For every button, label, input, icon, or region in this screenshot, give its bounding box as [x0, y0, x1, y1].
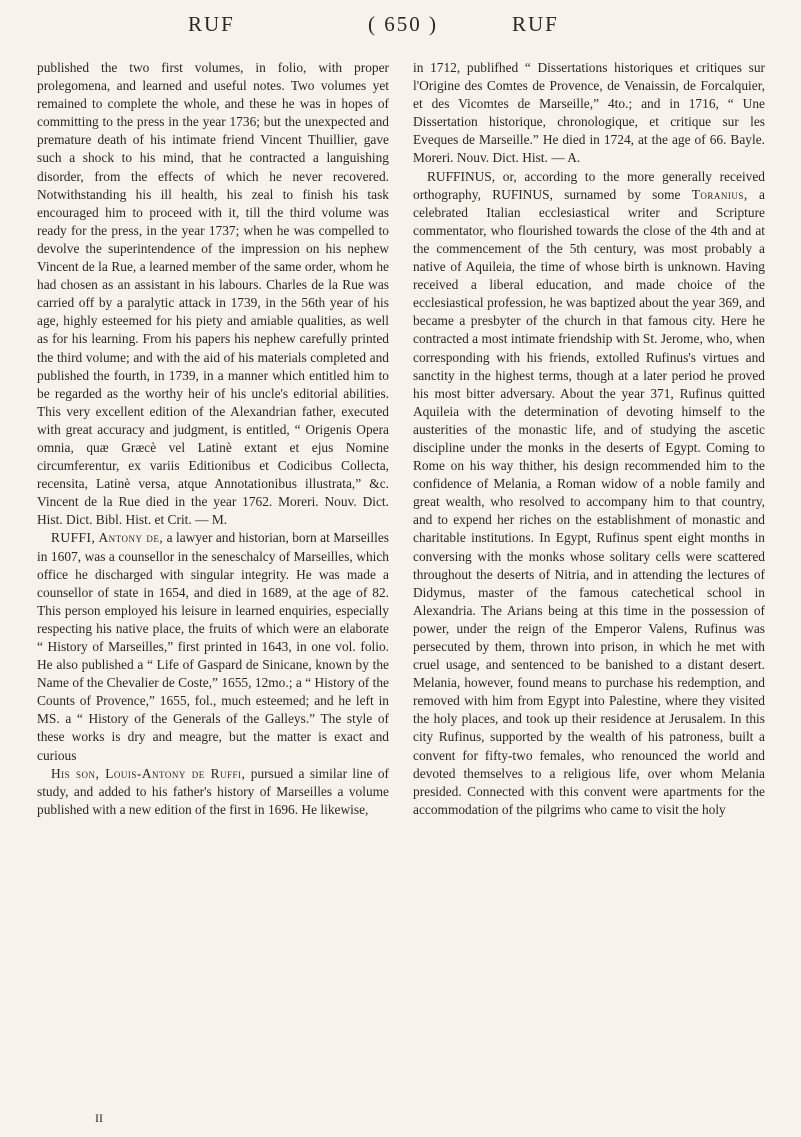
right-column — [413, 59, 765, 819]
header-right-word: RUF — [512, 12, 559, 36]
left-column — [37, 59, 389, 819]
paragraph-de-la-rue-continued: published the two first volumes, in folio, with proper prolegomena, and learned and useful notes. Two volumes yet remained to complete the whole, and these he was in hopes of committing to the press in the year 1736; but the unexpected and premature death of his intimate friend Vincent Thuillier, gave such a shock to his mind, that he contracted a languishing disorder, from the effects of which he never recovered. Notwithstanding his ill health, his zeal to finish his task encouraged him to proceed with it, till the third volume was ready for the press, in the year 1737; when he was compelled to devolve the superintendence of the impression on his nephew Vincent de la Rue, a learned member of the same order, whom he had chosen as an assistant in his labours. Charles de la Rue was carried off by a paralytic attack in 1739, in the 56th year of his age, highly esteemed for his piety and amiable qualities, as well as for his learning. From his papers his nephew carefully printed the third volume; and with the aid of his materials completed and published the fourth, in 1739, in a manner which entitled him to be regarded as the worthy heir of his uncle's editorial abilities. This very excellent edition of the Alexandrian father, executed with great accuracy and judgment, is entitled, “ Origenis Opera omnia, quæ Græcè vel Latinè extant et ejus Nomine circumferentur, ex variis Editionibus et Codicibus Collecta, recensita, Latinè versa, atque Annotationibus illustrata,” &c. Vincent de la Rue died in the year 1762. Moreri. Nouv. Dict. Hist. Dict. Bibl. Hist. et Crit. — M. — [37, 60, 389, 528]
entry-body-ruffi-antony: a lawyer and historian, born at Marseilles in 1607, was a counsellor in the seneschalcy of Marseilles, which office he discharged with singular integrity. He was made a counsellor of state in 1654, and died in 1689, at the age of 82. This person employed his leisure in learned enquiries, especially respecting his native place, the fruits of which were an elaborate “ History of Marseilles,” first printed in 1643, in one vol. folio. He also published a “ Life of Gaspard de Sinicane, known by the Name of the Chevalier de Coste,” 1655, 12mo.; a “ History of the Counts of Provence,” 1655, fol., much esteemed; and he left in MS. a “ History of the Generals of the Galleys.” The style of these works is dry and meagre, but the matter is exact and curious — [37, 530, 389, 763]
entry-body-ruffi-louis: pursued a similar line of study, and added to his father's history of Marseilles a volume published with a new edition of the first in 1696. He likewise, — [37, 765, 389, 817]
entry-name-toranius: Toranius, — [691, 186, 748, 202]
signature-mark: II — [95, 1111, 103, 1125]
header-left-word: RUF — [188, 12, 235, 36]
page-number: ( 650 ) — [368, 12, 438, 36]
entry-name-ruffi-antony: RUFFI, Antony de, — [51, 530, 164, 546]
paragraph-ruffinus — [413, 168, 765, 819]
entry-name-ruffi-louis: His son, Louis-Antony de Ruffi, — [51, 765, 246, 781]
running-header — [60, 12, 750, 40]
paragraph-ruffi-antony — [37, 529, 389, 764]
entry-name-ruffinus: RUFFINUS, — [427, 168, 496, 184]
paragraph-ruffi-louis-antony — [37, 765, 389, 819]
entry-body-ruffinus-b: a celebrated Italian ecclesiastical writer and Scripture commentator, who flourished towards the close of the 4th and at the commencement of the 5th century, was most probably a native of Aquileia, the time of whose birth is unknown. Having received a liberal education, and made choice of the ecclesiastical profession, he was baptized about the year 369, and became a presbyter of the church in that famous city. Here he contracted a most intimate friendship with St. Jerome, who, when corresponding with his friends, extolled Rufinus's virtues and sanctity in the highest terms, though at a later period he proved his most bitter adversary. About the year 371, Rufinus quitted Aquileia with the determination of devoting himself to the austerities of the monastic life, and of studying the ascetic discipline under the monks in the deserts of Egypt. Coming to Rome on his way thither, his design recommended him to the confidence of Melania, a Roman widow of a noble family and great wealth, who resolved to accompany him to that country, and to expend her riches on the establishment of monastic and charitable institutions. In Egypt, Rufinus spent eight months in conversing with the monks whose solitary cells were scattered throughout the deserts of Nitria, and in attending the lectures of Didymus, master of the famous catechetical school in Alexandria. The Arians being at this time in the possession of power, under the reign of the Emperor Valens, Rufinus was persecuted by them, thrown into prison, in which he met with cruel usage, and sentenced to be banished to a distant desert. Melania, however, found means to purchase his redemption, and removed with him from Egypt into Palestine, where they visited the holy places, and took up their residence at Jerusalem. In this city Rufinus, supported by the wealth of his patroness, built a convent for fifty-two females, who renounced the world and devoted themselves to a religious life, over whom Melania presided. Connected with this convent were apartments for the accommodation of the pilgrims who came to visit the holy — [413, 186, 765, 817]
paragraph-ruffi-continued: in 1712, publifhed “ Dissertations historiques et critiques sur l'Origine des Comtes de Provence, de Venaissin, de Forcalquier, et des Vicomtes de Marseille,” 4to.; and in 1716, “ Une Dissertation historique, chronologique, et critique sur les Eveques de Marseille.” He died in 1724, at the age of 66. Bayle. Moreri. Nouv. Dict. Hist. — A. — [413, 60, 765, 166]
entry-body-ruffinus-a: or, according to the more generally received orthography, RUFINUS, surnamed by some — [413, 168, 765, 202]
